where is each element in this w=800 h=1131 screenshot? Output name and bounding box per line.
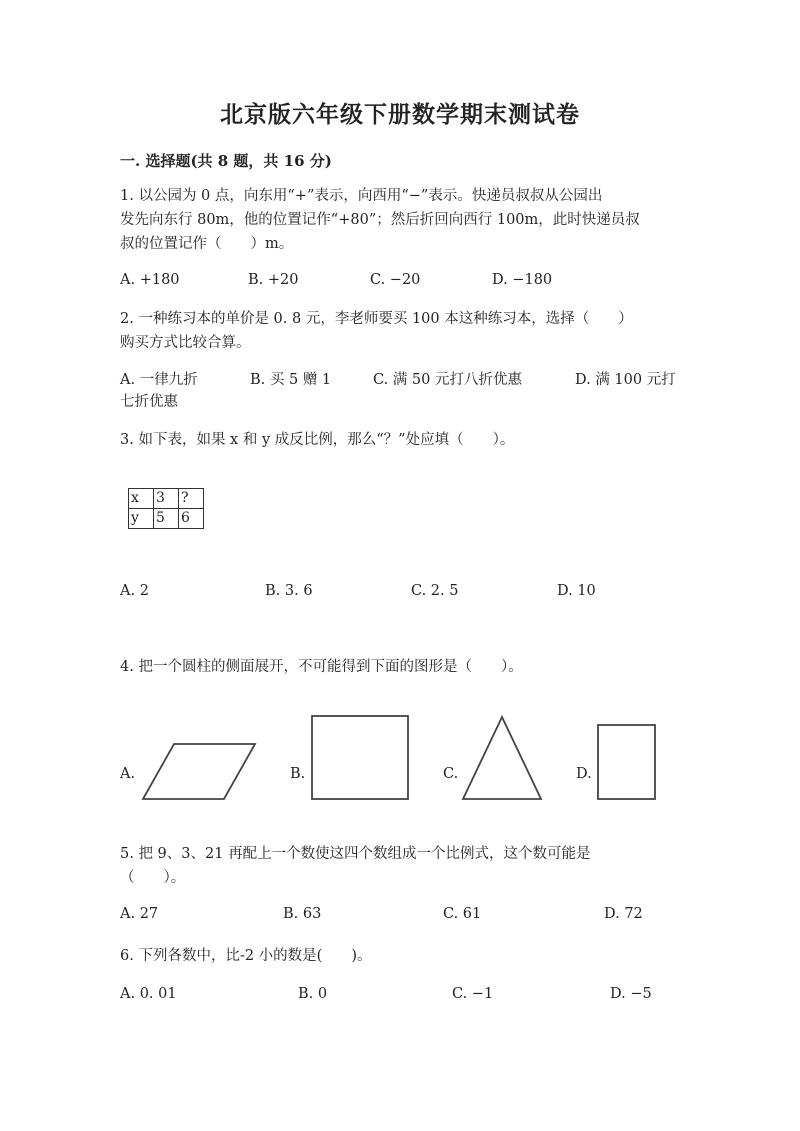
- question-text-line: 3. 如下表，如果 x 和 y 成反比例，那么“？”处应填（ ）。: [120, 432, 515, 448]
- option-b[interactable]: B. +20: [248, 272, 299, 288]
- option-b[interactable]: B. 买 5 赠 1: [250, 372, 332, 388]
- option-b[interactable]: B.: [290, 766, 306, 782]
- option-d[interactable]: D. 10: [557, 583, 596, 599]
- table-cell: x: [129, 489, 154, 509]
- table-cell: y: [129, 509, 154, 529]
- option-d[interactable]: D. 72: [604, 906, 643, 922]
- question-text-line: 购买方式比较合算。: [120, 335, 251, 351]
- table-cell: 6: [179, 509, 204, 529]
- triangle-shape[interactable]: [463, 717, 541, 799]
- option-d[interactable]: D. −180: [492, 272, 553, 288]
- option-a[interactable]: A. 一律九折: [120, 372, 198, 388]
- option-b[interactable]: B. 3. 6: [265, 583, 313, 599]
- option-c[interactable]: C. 2. 5: [411, 583, 459, 599]
- question-text-line: （ ）。: [120, 870, 186, 886]
- table-cell: 3: [154, 489, 179, 509]
- question-text-line: 叔的位置记作（ ）m。: [120, 236, 294, 252]
- question-text-line: 6. 下列各数中，比-2 小的数是( )。: [120, 948, 372, 964]
- question-text-line: 5. 把 9、3、21 再配上一个数使这四个数组成一个比例式，这个数可能是: [120, 846, 591, 862]
- question-text-line: 1. 以公园为 0 点，向东用“+”表示，向西用“−”表示。快递员叔叔从公园出: [120, 188, 603, 204]
- option-c[interactable]: C.: [443, 766, 459, 782]
- option-d[interactable]: D.: [576, 766, 592, 782]
- square-shape[interactable]: [312, 716, 408, 799]
- option-d-continuation: 七折优惠: [120, 394, 178, 410]
- rectangle-shape[interactable]: [598, 725, 655, 799]
- option-c[interactable]: C. −1: [452, 986, 494, 1002]
- question-text-line: 2. 一种练习本的单价是 0. 8 元，李老师要买 100 本这种练习本，选择（ ）: [120, 311, 633, 327]
- option-b[interactable]: B. 0: [298, 986, 328, 1002]
- table-row: [129, 489, 204, 509]
- table-cell: ?: [179, 489, 204, 509]
- option-a[interactable]: A. 27: [120, 906, 159, 922]
- shape-figures: [0, 700, 800, 810]
- option-a[interactable]: A. 0. 01: [120, 986, 177, 1002]
- question-text-line: 4. 把一个圆柱的侧面展开，不可能得到下面的图形是（ ）。: [120, 659, 523, 675]
- option-d[interactable]: D. −5: [610, 986, 652, 1002]
- table-row: [129, 509, 204, 529]
- option-a[interactable]: A. +180: [120, 272, 180, 288]
- option-b[interactable]: B. 63: [283, 906, 322, 922]
- xy-table: [128, 488, 204, 529]
- option-c[interactable]: C. −20: [370, 272, 421, 288]
- option-d[interactable]: D. 满 100 元打: [575, 372, 676, 388]
- section-heading: 一. 选择题(共 8 题，共 16 分): [120, 152, 332, 170]
- parallelogram-shape[interactable]: [143, 744, 255, 799]
- option-c[interactable]: C. 满 50 元打八折优惠: [373, 372, 522, 388]
- table-cell: 5: [154, 509, 179, 529]
- question-text-line: 发先向东行 80m，他的位置记作“+80”；然后折回向西行 100m，此时快递员叔: [120, 212, 640, 228]
- option-a[interactable]: A. 2: [120, 583, 149, 599]
- option-c[interactable]: C. 61: [443, 906, 482, 922]
- option-a[interactable]: A.: [120, 766, 136, 782]
- page-title: 北京版六年级下册数学期末测试卷: [220, 101, 580, 128]
